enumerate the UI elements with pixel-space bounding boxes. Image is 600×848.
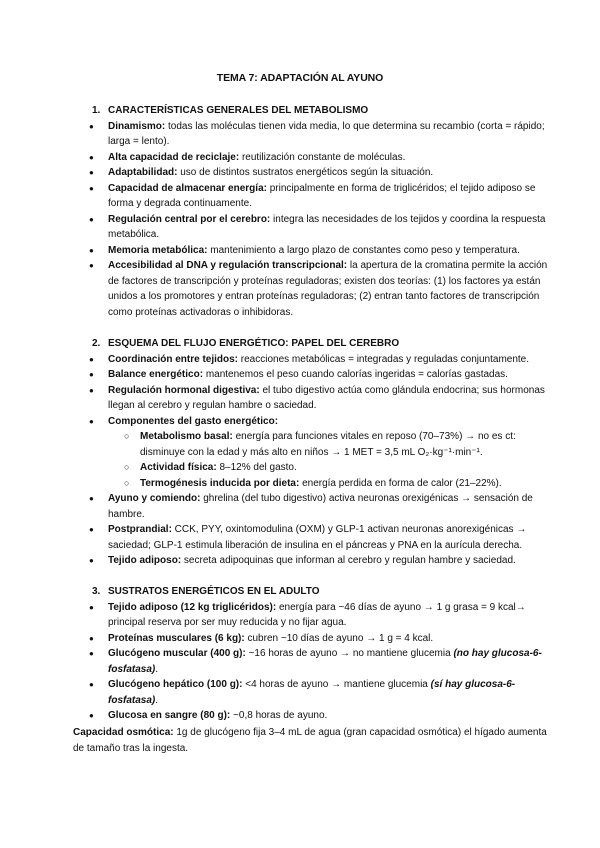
list-item: ● Postprandial: CCK, PYY, oxintomodulina (OXM) y GLP-1 activan neuronas anorexigénicas → saciedad; GLP-1 estimula liberación de insulina en el páncreas y PNA en la aurícula derecha. [80, 522, 550, 553]
list-item: ● Capacidad de almacenar energía: principalmente en forma de triglicéridos; el tejido adiposo se forma y degrada continuamente. [80, 181, 550, 212]
bullet-list [80, 352, 550, 569]
list-item: ● Balance energético: mantenemos el peso cuando calorías ingeridas = calorías gastadas. [80, 367, 550, 383]
list-item: ● Glucógeno muscular (400 g): ~16 horas de ayuno → no mantiene glucemia (no hay glucosa-6-fosfatasa). [80, 646, 550, 677]
list-item: ● Alta capacidad de reciclaje: reutilización constante de moléculas. [80, 150, 550, 166]
list-item: ● Componentes del gasto energético: [80, 414, 550, 430]
paragraph-label: Capacidad osmótica: [73, 727, 174, 738]
list-item: ● Ayuno y comiendo: ghrelina (del tubo digestivo) activa neuronas orexigénicas → sensación de hambre. [80, 491, 550, 522]
section-3 [80, 584, 550, 724]
bullet-list [80, 119, 550, 321]
list-item: ● Regulación central por el cerebro: integra las necesidades de los tejidos y coordina la respuesta metabólica. [80, 212, 550, 243]
list-item: ● Memoria metabólica: mantenimiento a largo plazo de constantes como peso y temperatura. [80, 243, 550, 259]
sub-list-item: ○ Metabolismo basal: energía para funciones vitales en reposo (70–73%) → no es ct: disminuye con la edad y más alto en niños → 1 MET = 3,5 mL O₂·kg⁻¹·min⁻¹. [80, 429, 550, 460]
list-item: ● Glucosa en sangre (80 g): ~0,8 horas de ayuno. [80, 708, 550, 724]
section-number: 2. [92, 338, 101, 349]
paragraph-text: 1g de glucógeno fija 3–4 mL de agua (gran capacidad osmótica) el hígado aumenta de tamaño tras la ingesta. [73, 727, 547, 754]
bullet-list [80, 600, 550, 724]
list-item: ● Proteínas musculares (6 kg): cubren ~10 días de ayuno → 1 g = 4 kcal. [80, 631, 550, 647]
list-item: ● Tejido adiposo: secreta adipoquinas que informan al cerebro y regulan hambre y saciedad. [80, 553, 550, 569]
section-number: 1. [92, 105, 101, 116]
list-item: ● Tejido adiposo (12 kg triglicéridos): energía para ~46 días de ayuno → 1 g grasa = 9 kcal→ principal reserva por ser muy reducida y no fijar agua. [80, 600, 550, 631]
section-heading [80, 336, 550, 352]
osmotic-capacity-paragraph [73, 725, 553, 756]
list-item: ● Coordinación entre tejidos: reacciones metabólicas = integradas y reguladas conjuntamente. [80, 352, 550, 368]
section-title: SUSTRATOS ENERGÉTICOS EN EL ADULTO [108, 586, 320, 597]
list-item: ● Regulación hormonal digestiva: el tubo digestivo actúa como glándula endocrina; sus hormonas llegan al cerebro y regulan hambre o saciedad. [80, 383, 550, 414]
section-title: ESQUEMA DEL FLUJO ENERGÉTICO: PAPEL DEL CEREBRO [108, 338, 400, 349]
section-1 [80, 103, 550, 320]
section-number: 3. [92, 586, 101, 597]
sub-list-item: ○ Actividad física: 8–12% del gasto. [80, 460, 550, 476]
section-2 [80, 336, 550, 569]
list-item: ● Accesibilidad al DNA y regulación transcripcional: la apertura de la cromatina permite la acción de factores de transcripción y proteínas reguladoras; existen dos teorías: (1) los factores ya están unidos a los promotores y entran proteínas reguladoras; (2) entran tanto factores de transcripción como proteínas activadoras o inhibidoras. [80, 258, 550, 320]
list-item: ● Adaptabilidad: uso de distintos sustratos energéticos según la situación. [80, 165, 550, 181]
list-item: ● Glucógeno hepático (100 g): <4 horas de ayuno → mantiene glucemia (sí hay glucosa-6-fosfatasa). [80, 677, 550, 708]
section-heading [80, 584, 550, 600]
section-heading [80, 103, 550, 119]
sub-list-item: ○ Termogénesis inducida por dieta: energía perdida en forma de calor (21–22%). [80, 476, 550, 492]
list-item: ● Dinamismo: todas las moléculas tienen vida media, lo que determina su recambio (corta = rápido; larga = lento). [80, 119, 550, 150]
document-title: TEMA 7: ADAPTACIÓN AL AYUNO [216, 72, 384, 84]
section-title: CARACTERÍSTICAS GENERALES DEL METABOLISMO [108, 105, 369, 116]
